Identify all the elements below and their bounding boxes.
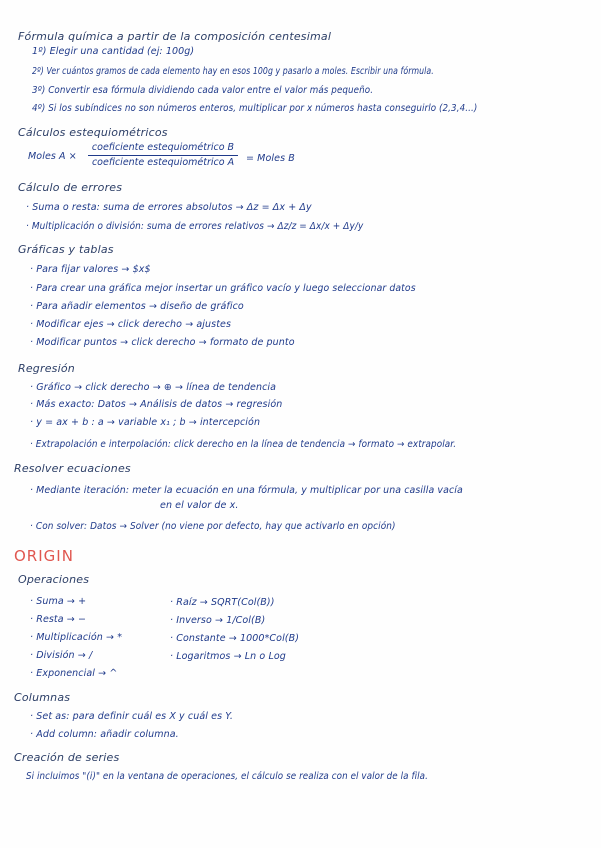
formula-step-2: 2º) Ver cuántos gramos de cada elemento hay en esos 100g y pasarlo a moles. Escribir una fórmula. (32, 66, 434, 77)
errors-section-title: Cálculo de errores (18, 181, 123, 194)
op-right-1: · Raíz → SQRT(Col(B)) (170, 597, 275, 608)
op-right-4: · Logaritmos → Ln o Log (170, 651, 286, 662)
op-left-3: · Multiplicación → * (30, 632, 123, 643)
graphs-item-5: · Modificar puntos → click derecho → formato de punto (30, 337, 295, 348)
op-left-1: · Suma → + (30, 596, 87, 607)
operations-subtitle: Operaciones (18, 573, 90, 586)
graphs-item-1: · Para fijar valores → $x$ (30, 264, 151, 275)
errors-item-2: · Multiplicación o división: suma de errores relativos → Δz/z = Δx/x + Δy/y (26, 221, 364, 232)
formula-step-3: 3º) Convertir esa fórmula dividiendo cada valor entre el valor más pequeño. (32, 85, 374, 96)
regression-item-4: · Extrapolación e interpolación: click derecho en la línea de tendencia → formato → extrapolar. (30, 439, 457, 450)
origin-heading: ORIGIN (14, 547, 74, 565)
stoich-numerator: coeficiente estequiométrico B (91, 142, 235, 153)
graphs-section-title: Gráficas y tablas (18, 243, 114, 256)
equations-section-title: Resolver ecuaciones (14, 462, 131, 475)
columns-item-2: · Add column: añadir columna. (30, 729, 179, 740)
equations-item-2: · Con solver: Datos → Solver (no viene por defecto, hay que activarlo en opción) (30, 521, 396, 532)
regression-item-2: · Más exacto: Datos → Análisis de datos → regresión (30, 399, 283, 410)
columns-item-1: · Set as: para definir cuál es X y cuál es Y. (30, 711, 234, 722)
op-left-4: · División → / (30, 650, 93, 661)
regression-section-title: Regresión (18, 362, 75, 375)
stoich-denominator: coeficiente estequiométrico A (91, 156, 235, 168)
formula-section-title: Fórmula química a partir de la composición centesimal (18, 30, 332, 43)
stoich-formula-left: Moles A × (28, 151, 77, 162)
op-left-2: · Resta → − (30, 614, 87, 625)
equations-item-1-continued: en el valor de x. (160, 500, 239, 511)
op-right-2: · Inverso → 1/Col(B) (170, 615, 266, 626)
regression-item-1: · Gráfico → click derecho → ⊕ → línea de tendencia (30, 382, 277, 393)
columns-subtitle: Columnas (14, 691, 71, 704)
errors-item-1: · Suma o resta: suma de errores absolutos → Δz = Δx + Δy (26, 202, 312, 213)
fraction-bar (88, 155, 238, 156)
graphs-item-4: · Modificar ejes → click derecho → ajustes (30, 319, 232, 330)
stoich-section-title: Cálculos estequiométricos (18, 126, 168, 139)
series-text: Si incluimos "(i)" en la ventana de operaciones, el cálculo se realiza con el valor de la fila. (26, 771, 429, 782)
op-right-3: · Constante → 1000*Col(B) (170, 633, 300, 644)
stoich-formula-right: = Moles B (246, 153, 295, 164)
graphs-item-2: · Para crear una gráfica mejor insertar un gráfico vacío y luego seleccionar datos (30, 283, 416, 294)
equations-item-1: · Mediante iteración: meter la ecuación en una fórmula, y multiplicar por una casilla vacía (30, 485, 463, 496)
formula-step-4: 4º) Si los subíndices no son números enteros, multiplicar por x números hasta conseguirlo (2,3,4...) (32, 103, 478, 114)
stoich-fraction (88, 143, 238, 167)
series-subtitle: Creación de series (14, 751, 120, 764)
op-left-5: · Exponencial → ^ (30, 668, 118, 679)
formula-step-1: 1º) Elegir una cantidad (ej: 100g) (32, 46, 195, 57)
graphs-item-3: · Para añadir elementos → diseño de gráfico (30, 301, 244, 312)
regression-item-3: · y = ax + b : a → variable x₁ ; b → intercepción (30, 417, 261, 428)
